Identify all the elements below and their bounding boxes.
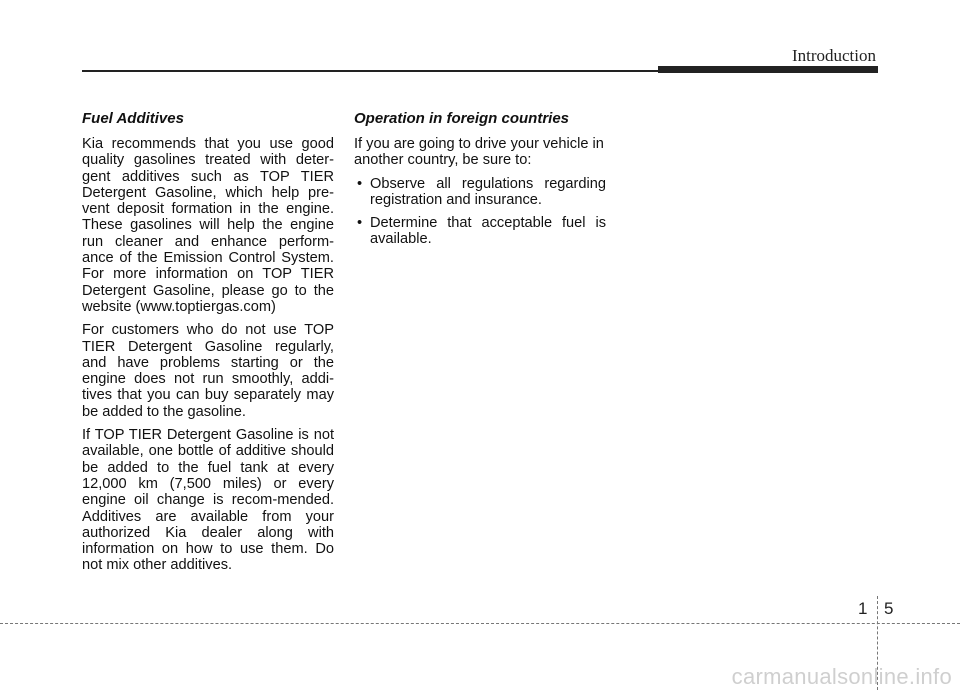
bullet-icon: • xyxy=(357,175,363,192)
right-column xyxy=(354,110,606,255)
header-rule xyxy=(82,70,660,72)
paragraph: For customers who do not use TOP TIER Detergent Gasoline regularly, and have problems starting or the engine does not run smoothly, addi-tives that you can buy separately may be added to the gasoline. xyxy=(82,322,334,420)
list-item-text: Determine that acceptable fuel is available. xyxy=(370,215,606,248)
left-column xyxy=(82,110,334,581)
page-number: 5 xyxy=(884,599,894,618)
section-title: Introduction xyxy=(791,46,876,65)
foreign-countries-heading: Operation in foreign countries xyxy=(354,110,570,127)
list-item xyxy=(354,215,606,248)
bullet-icon: • xyxy=(357,215,363,232)
footer-divider xyxy=(0,623,960,624)
chapter-number: 1 xyxy=(858,599,868,618)
paragraph: Kia recommends that you use good quality gasolines treated with deter-gent additives such as TOP TIER Detergent Gasoline, which help pre-vent deposit formation in the engine. These gasolines will help the engine run cleaner and enhance perform-ance of the Emission Control System. For more information on TOP TIER Detergent Gasoline, please go to the website (www.toptiergas.com) xyxy=(82,136,334,315)
header-rule-accent xyxy=(658,66,878,73)
fuel-additives-heading: Fuel Additives xyxy=(82,110,184,127)
paragraph: If TOP TIER Detergent Gasoline is not available, one bottle of additive should be added to the fuel tank at every 12,000 km (7,500 miles) or every engine oil change is recom-mended. Additives are available from your authorized Kia dealer along with information on how to use them. Do not mix other additives. xyxy=(82,427,334,574)
watermark: carmanualsonline.info xyxy=(731,664,952,689)
intro-paragraph: If you are going to drive your vehicle in another country, be sure to: xyxy=(354,136,604,169)
list-item-text: Observe all regulations regarding registration and insurance. xyxy=(370,175,606,208)
requirements-list xyxy=(354,176,606,248)
list-item xyxy=(354,176,606,209)
